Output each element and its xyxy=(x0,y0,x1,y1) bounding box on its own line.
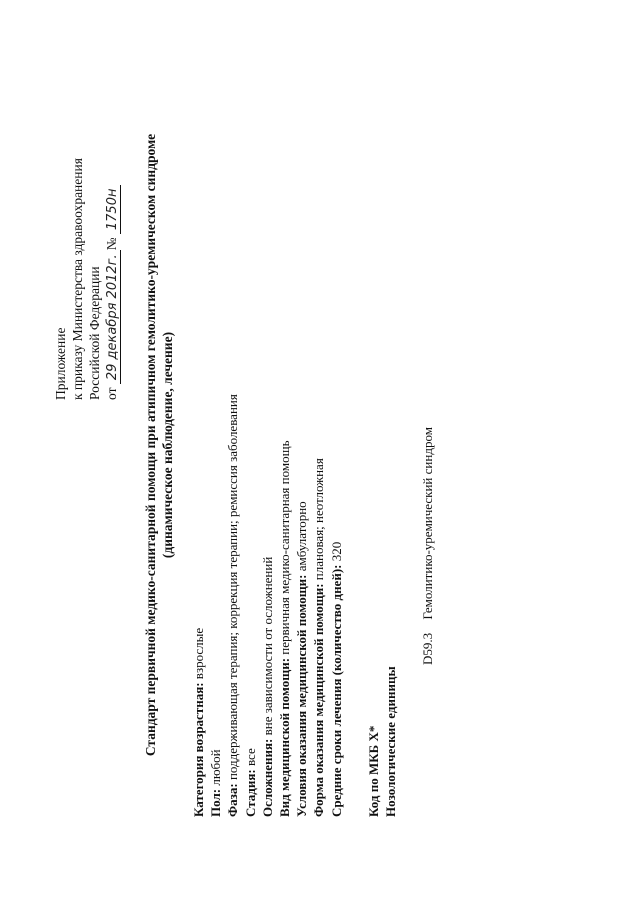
param-label: Пол: xyxy=(208,788,224,817)
icd-name: Гемолитико-уремический синдром xyxy=(420,427,435,620)
param-value: любой xyxy=(208,749,224,789)
from-prefix: от xyxy=(104,387,119,400)
param-row xyxy=(293,394,310,817)
param-label: Средние сроки лечения (количество дней): xyxy=(328,564,344,817)
document-title xyxy=(142,95,176,795)
icd-entry xyxy=(420,427,436,665)
icd-code: D59.3 xyxy=(420,632,435,665)
param-value: 320 xyxy=(328,541,344,565)
param-value: вне зависимости от осложнений xyxy=(259,556,275,739)
param-label: Осложнения: xyxy=(259,738,275,817)
classification-block xyxy=(365,666,399,817)
param-row xyxy=(276,394,293,817)
order-date-line xyxy=(103,158,121,400)
param-value: все xyxy=(242,748,258,770)
appendix-header xyxy=(52,158,121,400)
param-label: Категория возрастная: xyxy=(191,682,206,817)
title-line: Стандарт первичной медико-санитарной помощи при атипичном гемолитико-уремическом синдроме xyxy=(143,133,158,757)
param-row xyxy=(224,394,241,817)
title-subtitle: (динамическое наблюдение, лечение) xyxy=(160,331,175,559)
appendix-line: Российской Федерации xyxy=(87,266,102,400)
icd-label: Код по МКБ X* xyxy=(366,725,381,817)
appendix-line: Приложение xyxy=(53,327,68,400)
param-label: Стадия: xyxy=(242,769,258,817)
handwritten-number: 1750н xyxy=(105,185,121,235)
param-label: Вид медицинской помощи: xyxy=(277,657,293,817)
param-row xyxy=(207,394,224,817)
param-row xyxy=(242,394,259,817)
appendix-line: к приказу Министерства здравоохранения xyxy=(70,158,85,400)
number-prefix: № xyxy=(104,237,119,251)
standard-parameters xyxy=(190,394,345,817)
param-value: поддерживающая терапия; коррекция терапии; ремиссия заболевания xyxy=(225,394,241,784)
param-row xyxy=(328,394,345,817)
param-value: амбулаторно xyxy=(294,501,310,575)
param-row xyxy=(190,394,207,817)
handwritten-date: 29 декабря 2012г. xyxy=(105,250,121,384)
param-label: Условия оказания медицинской помощи: xyxy=(294,574,310,817)
param-label: Форма оказания медицинской помощи: xyxy=(311,583,327,817)
param-value: взрослые xyxy=(191,627,206,683)
param-value: первичная медико-санитарная помощь xyxy=(277,440,293,658)
param-value: плановая; неотложная xyxy=(311,458,327,584)
param-label: Фаза: xyxy=(225,783,241,817)
param-row xyxy=(310,394,327,817)
nosology-label: Нозологические единицы xyxy=(383,666,398,817)
param-row xyxy=(259,394,276,817)
